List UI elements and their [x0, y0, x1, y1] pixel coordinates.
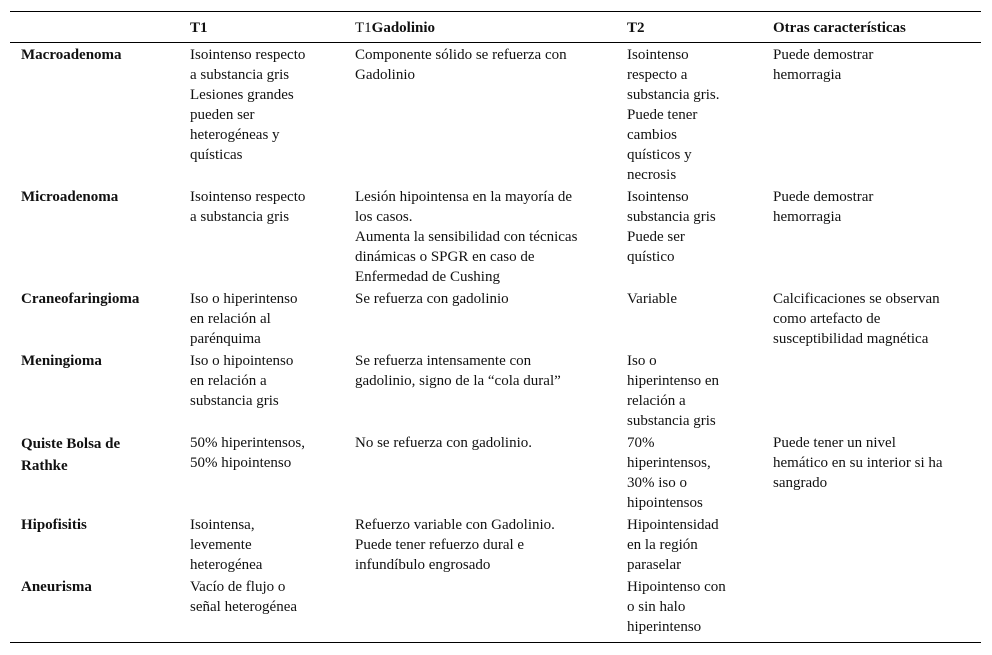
row-t1 — [190, 45, 318, 165]
cell-line: dinámicas o SPGR en caso de — [355, 249, 535, 265]
cell-line: hiperintenso — [627, 619, 702, 635]
cell-line: Puede tener — [627, 107, 698, 123]
cell-line: susceptibilidad magnética — [773, 331, 929, 347]
cell-line: Enfermedad de Cushing — [355, 269, 500, 285]
row-gadolinio — [355, 433, 600, 453]
cell-line: 70% — [627, 435, 655, 451]
cell-line: señal heterogénea — [190, 599, 298, 615]
cell-line: Lesión hipointensa en la mayoría de — [355, 189, 573, 205]
cell-line: en la región — [627, 537, 698, 553]
cell-line: 50% hipointenso — [190, 455, 292, 471]
cell-line: quísticas — [190, 147, 243, 163]
row-name: Hipofisitis — [21, 517, 87, 533]
row-gadolinio — [355, 289, 600, 309]
row-t2 — [627, 45, 739, 185]
cell-line: relación a — [627, 393, 686, 409]
cell-line: Hipointenso con — [627, 579, 726, 595]
table-bottom-rule — [10, 642, 981, 643]
cell-line: Se refuerza intensamente con — [355, 353, 532, 369]
row-t1 — [190, 187, 318, 227]
row-t2 — [627, 433, 739, 513]
header-col-t1: T1 — [190, 20, 208, 36]
header-col-t1-gadolinio-prefix: T1 — [355, 20, 372, 36]
row-name: Meningioma — [21, 353, 102, 369]
cell-line: substancia gris — [190, 393, 279, 409]
cell-line: Isointenso — [627, 189, 689, 205]
cell-line: hiperintensos, — [627, 455, 711, 471]
cell-line: en relación a — [190, 373, 267, 389]
row-gadolinio — [355, 351, 600, 391]
row-otras — [773, 45, 969, 85]
header-col-t1-gadolinio — [355, 18, 600, 38]
row-name: Craneofaringioma — [21, 291, 140, 307]
cell-line: substancia gris — [627, 413, 716, 429]
cell-line: hemático en su interior si ha — [773, 455, 943, 471]
row-name: Macroadenoma — [21, 47, 122, 63]
cell-line: Iso o hiperintenso — [190, 291, 298, 307]
row-name: Microadenoma — [21, 189, 119, 205]
cell-line: Se refuerza con gadolinio — [355, 291, 509, 307]
cell-line: paraselar — [627, 557, 682, 573]
row-t1 — [190, 289, 318, 349]
cell-line: Puede tener refuerzo dural e — [355, 537, 525, 553]
cell-line: Gadolinio — [355, 67, 415, 83]
cell-line: parénquima — [190, 331, 261, 347]
cell-line: sangrado — [773, 475, 828, 491]
row-t1 — [190, 577, 318, 617]
cell-line: hemorragia — [773, 67, 842, 83]
cell-line: hipointensos — [627, 495, 703, 511]
cell-line: Aumenta la sensibilidad con técnicas — [355, 229, 578, 245]
row-t2 — [627, 515, 739, 575]
row-otras — [773, 433, 969, 493]
row-otras — [773, 289, 969, 349]
cell-line: Calcificaciones se observan — [773, 291, 940, 307]
row-name — [21, 433, 181, 477]
cell-line: en relación al — [190, 311, 271, 327]
cell-line: Lesiones grandes — [190, 87, 294, 103]
cell-line: 50% hiperintensos, — [190, 435, 305, 451]
cell-line: Puede tener un nivel — [773, 435, 896, 451]
cell-line: heterogéneas y — [190, 127, 280, 143]
row-t2 — [627, 289, 739, 309]
header-rule — [10, 42, 981, 43]
cell-line: o sin halo — [627, 599, 686, 615]
table-top-rule — [10, 11, 981, 12]
cell-line: Isointenso respecto — [190, 189, 306, 205]
cell-line: Isointenso — [627, 47, 689, 63]
cell-line: Vacío de flujo o — [190, 579, 286, 595]
cell-line: Puede demostrar — [773, 189, 874, 205]
cell-line: substancia gris — [627, 209, 716, 225]
header-col-t1-gadolinio-bold: Gadolinio — [371, 20, 436, 36]
cell-line: Hipointensidad — [627, 517, 719, 533]
cell-line: Isointensa, — [190, 517, 255, 533]
cell-line: necrosis — [627, 167, 677, 183]
row-t2 — [627, 351, 739, 431]
row-t1 — [190, 351, 318, 411]
cell-line: levemente — [190, 537, 252, 553]
cell-line: respecto a — [627, 67, 688, 83]
header-col-t2: T2 — [627, 20, 645, 36]
cell-line: gadolinio, signo de la “cola dural” — [355, 373, 561, 389]
cell-line: cambios — [627, 127, 677, 143]
cell-line: infundíbulo engrosado — [355, 557, 491, 573]
row-t2 — [627, 187, 739, 267]
row-gadolinio — [355, 187, 600, 287]
row-gadolinio — [355, 45, 600, 85]
cell-line: Puede demostrar — [773, 47, 874, 63]
cell-line: Refuerzo variable con Gadolinio. — [355, 517, 555, 533]
cell-line: Iso o hipointenso — [190, 353, 294, 369]
row-name: Aneurisma — [21, 579, 92, 595]
header-col-otras: Otras características — [773, 20, 906, 36]
cell-line: hemorragia — [773, 209, 842, 225]
cell-line: No se refuerza con gadolinio. — [355, 435, 533, 451]
cell-line: hiperintenso en — [627, 373, 720, 389]
row-otras — [773, 187, 969, 227]
cell-line: los casos. — [355, 209, 413, 225]
cell-line: Quiste Bolsa de — [21, 436, 121, 452]
cell-line: Componente sólido se refuerza con — [355, 47, 567, 63]
row-t1 — [190, 515, 318, 575]
row-gadolinio — [355, 515, 600, 575]
cell-line: Isointenso respecto — [190, 47, 306, 63]
cell-line: a substancia gris — [190, 67, 290, 83]
cell-line: pueden ser — [190, 107, 255, 123]
cell-line: a substancia gris — [190, 209, 290, 225]
cell-line: Variable — [627, 291, 677, 307]
cell-line: Rathke — [21, 458, 68, 474]
cell-line: como artefacto de — [773, 311, 881, 327]
cell-line: Iso o — [627, 353, 657, 369]
row-t1 — [190, 433, 318, 473]
cell-line: quísticos y — [627, 147, 692, 163]
cell-line: Puede ser — [627, 229, 685, 245]
cell-line: heterogénea — [190, 557, 263, 573]
cell-line: 30% iso o — [627, 475, 687, 491]
cell-line: substancia gris. — [627, 87, 720, 103]
row-t2 — [627, 577, 739, 637]
cell-line: quístico — [627, 249, 675, 265]
